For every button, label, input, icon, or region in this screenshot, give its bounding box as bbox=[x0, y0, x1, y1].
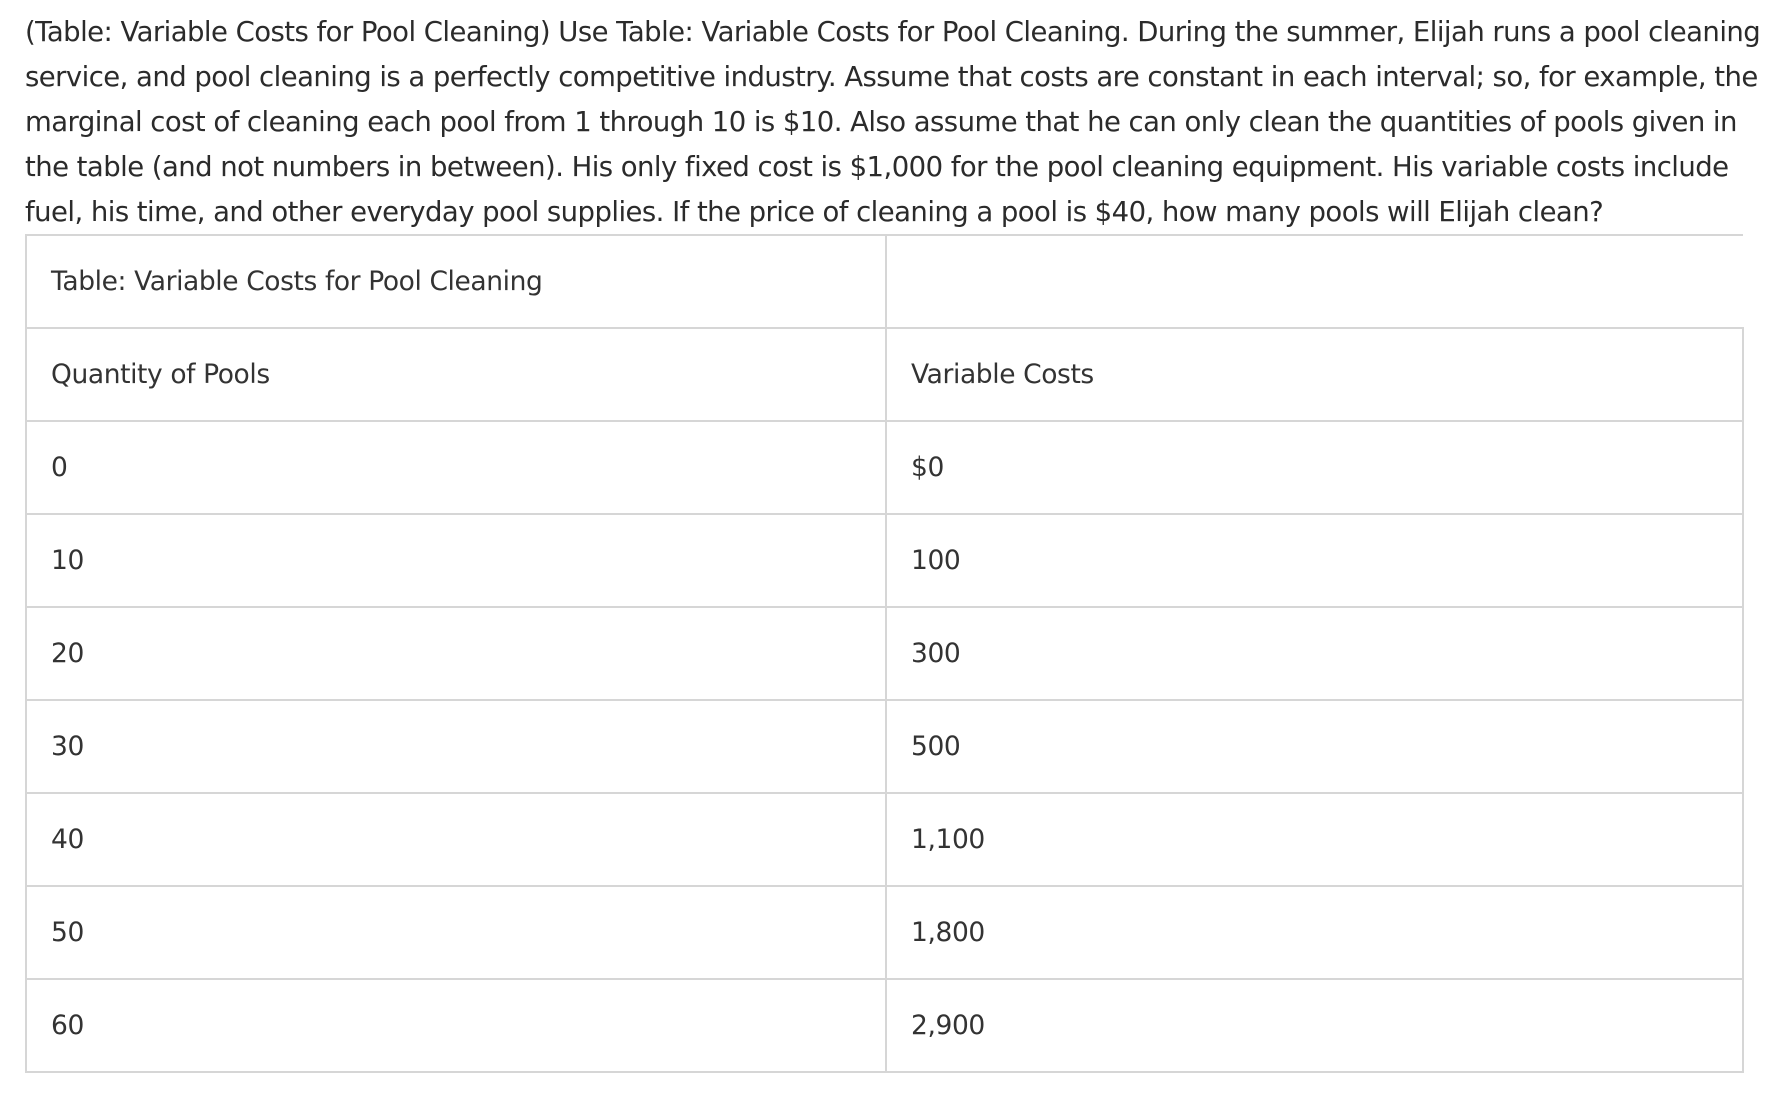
question-text: (Table: Variable Costs for Pool Cleaning) Use Table: Variable Costs for Pool Cleaning. During the summer, Elijah runs a pool cleaning service, and pool cleaning is a perfectly competitive industry. Assume that costs are constant in each interval; so, for example, the marginal cost of cleaning each pool from 1 through 10 is $10. Also assume that he can only clean the quantities of pools given in the table (and not numbers in between). His only fixed cost is $1,000 for the pool cleaning equipment. His variable costs include fuel, his time, and other everyday pool supplies. If the price of cleaning a pool is $40, how many pools will Elijah clean? bbox=[25, 16, 1761, 228]
variable-cost-cell: 500 bbox=[886, 700, 1743, 793]
table-caption-row bbox=[26, 235, 1743, 328]
variable-cost-cell: 1,100 bbox=[886, 793, 1743, 886]
table-row bbox=[26, 514, 1743, 607]
table-row bbox=[26, 886, 1743, 979]
variable-cost-cell: 2,900 bbox=[886, 979, 1743, 1072]
table-row bbox=[26, 421, 1743, 514]
variable-cost-cell: 1,800 bbox=[886, 886, 1743, 979]
variable-cost-cell: $0 bbox=[886, 421, 1743, 514]
variable-cost-cell: 100 bbox=[886, 514, 1743, 607]
table-caption-spacer bbox=[886, 235, 1743, 328]
table-header-row bbox=[26, 328, 1743, 421]
table-row bbox=[26, 793, 1743, 886]
quantity-cell: 20 bbox=[26, 607, 886, 700]
header-quantity-of-pools: Quantity of Pools bbox=[26, 328, 886, 421]
quantity-cell: 40 bbox=[26, 793, 886, 886]
quantity-cell: 0 bbox=[26, 421, 886, 514]
table-row bbox=[26, 607, 1743, 700]
quantity-cell: 60 bbox=[26, 979, 886, 1072]
quantity-cell: 10 bbox=[26, 514, 886, 607]
quantity-cell: 30 bbox=[26, 700, 886, 793]
table-row bbox=[26, 979, 1743, 1072]
quantity-cell: 50 bbox=[26, 886, 886, 979]
variable-costs-table bbox=[25, 234, 1744, 1073]
table-row bbox=[26, 700, 1743, 793]
table-caption: Table: Variable Costs for Pool Cleaning bbox=[26, 235, 886, 328]
variable-cost-cell: 300 bbox=[886, 607, 1743, 700]
header-variable-costs: Variable Costs bbox=[886, 328, 1743, 421]
